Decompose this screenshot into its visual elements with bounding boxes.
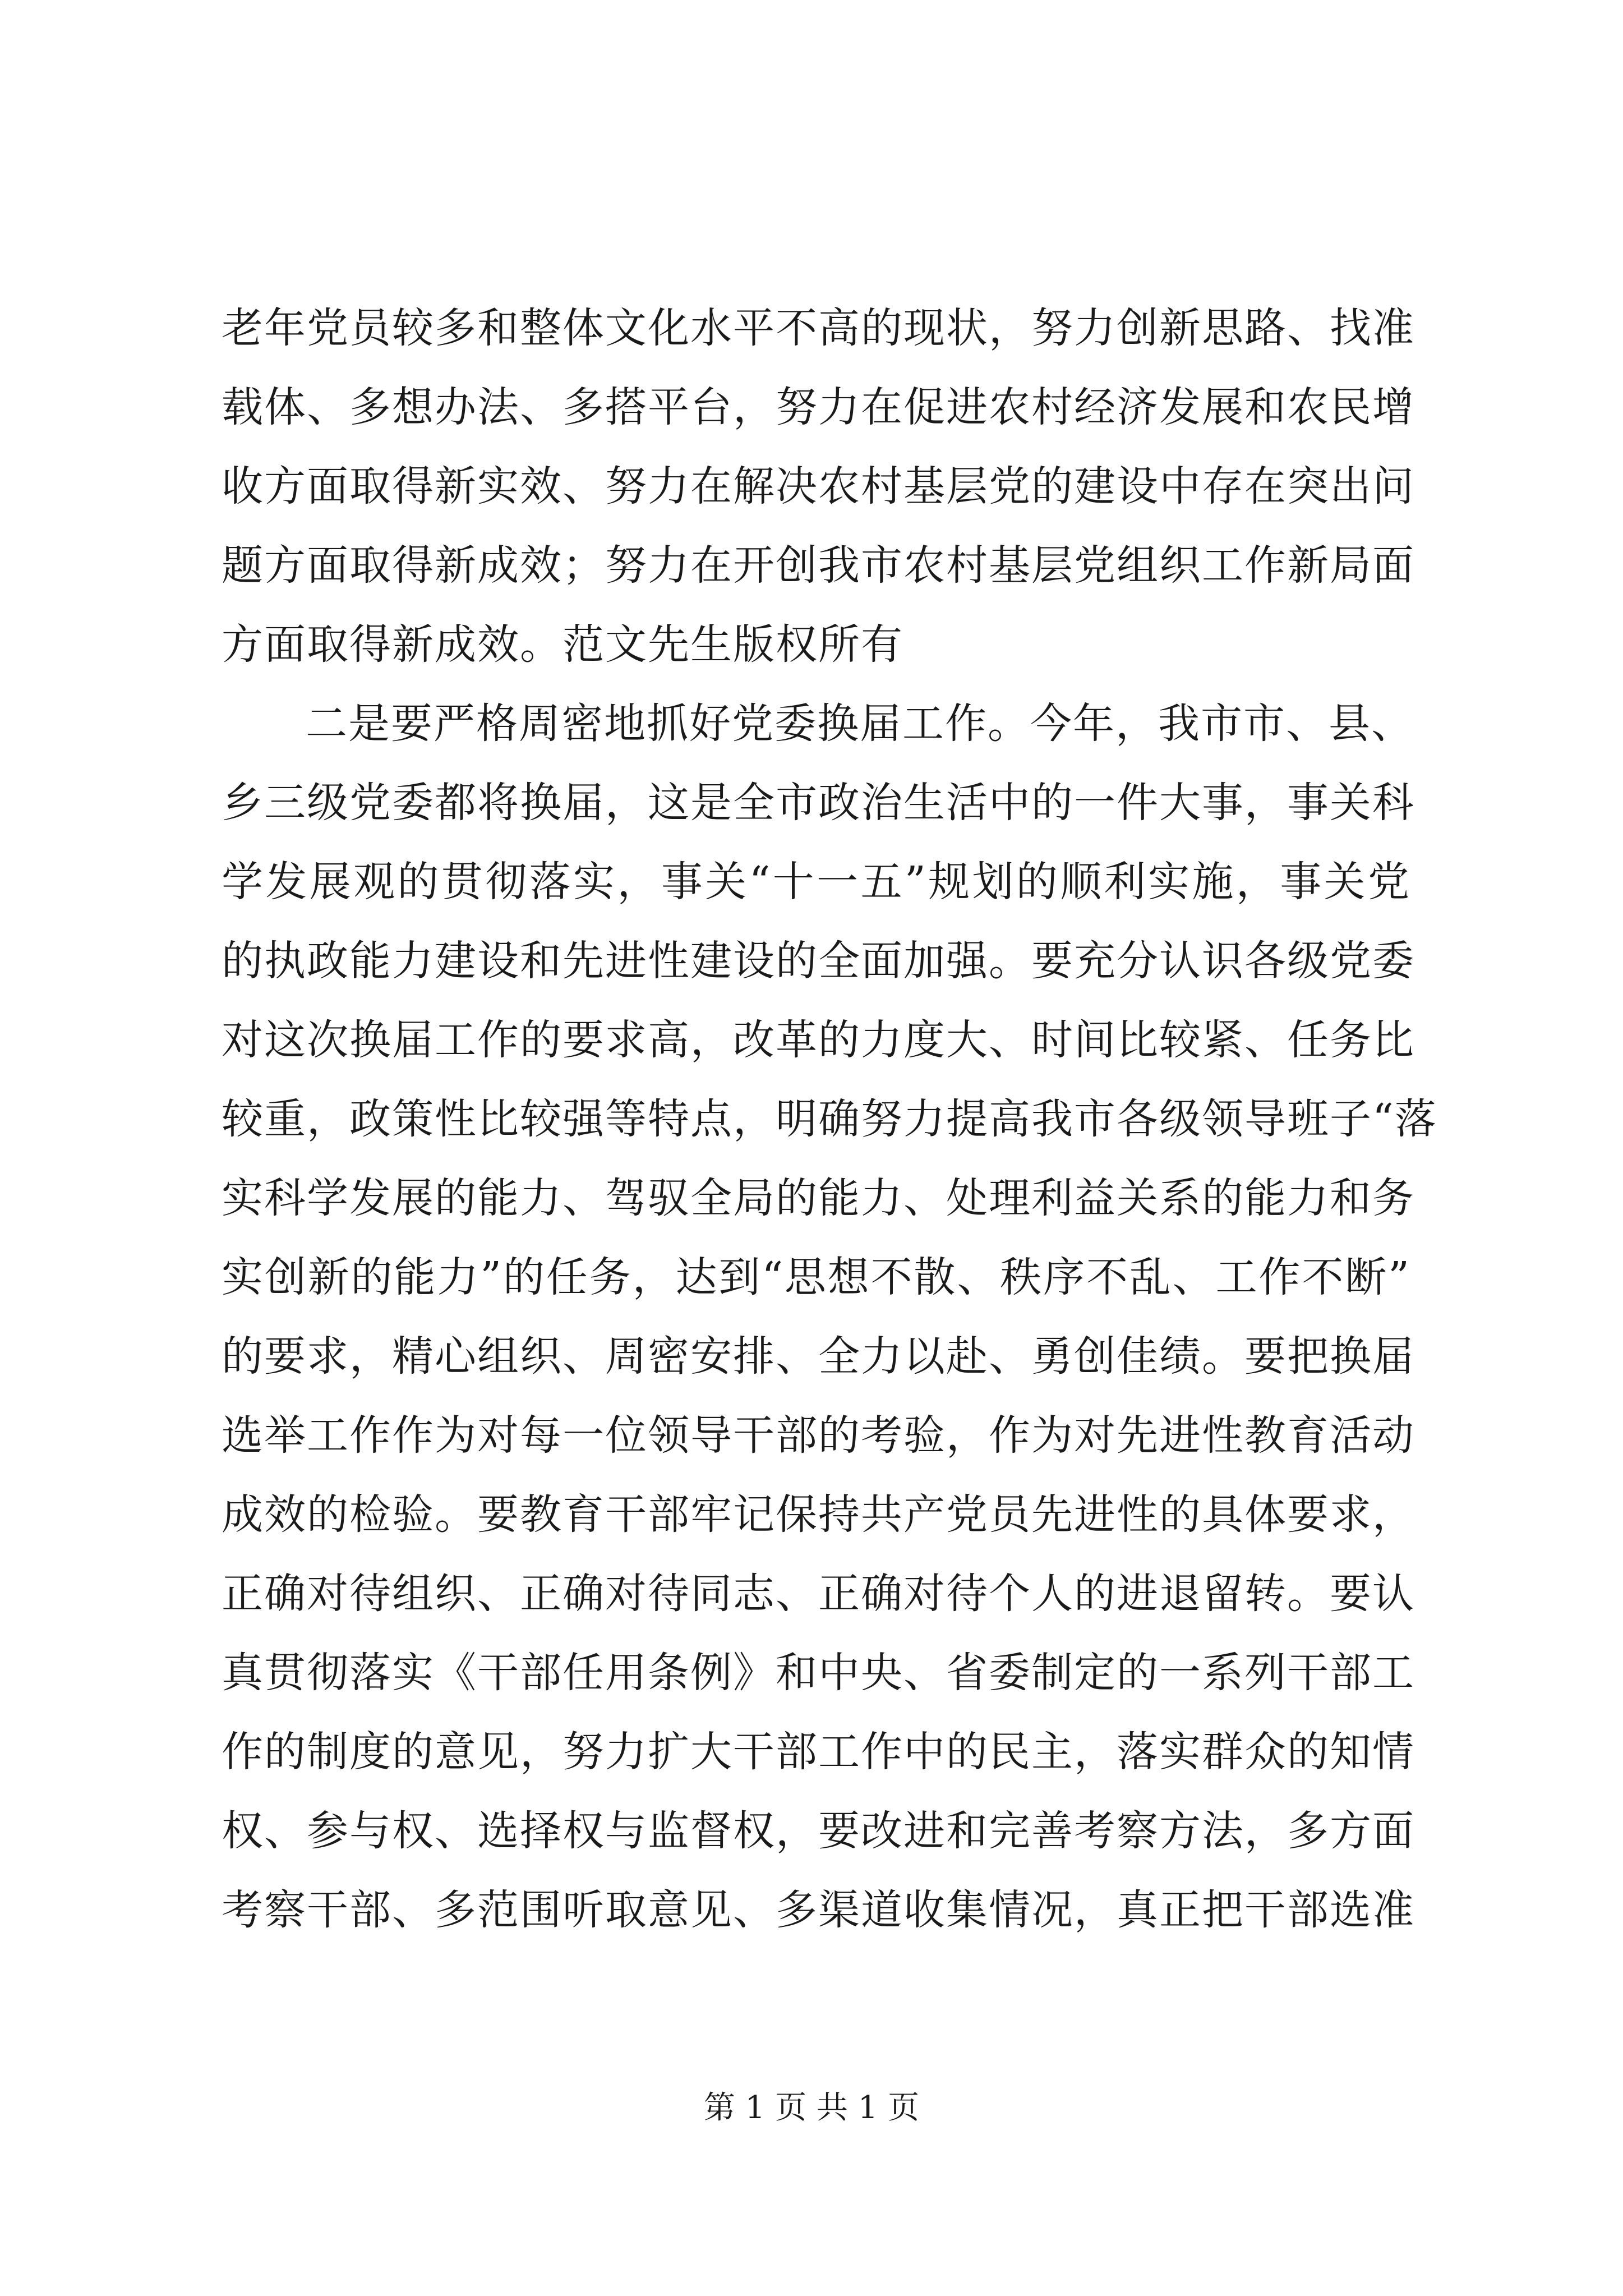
- text-line: 二是要严格周密地抓好党委换届工作。今年，我市市、县、: [306, 700, 1414, 748]
- text-line: 方面取得新成效。范文先生版权所有: [222, 620, 903, 669]
- text-line: 收方面取得新实效、努力在解决农村基层党的建设中存在突出问: [222, 462, 1415, 510]
- text-line: 老年党员较多和整体文化水平不高的现状，努力创新思路、找准: [222, 304, 1415, 352]
- text-line: 实科学发展的能力、驾驭全局的能力、处理利益关系的能力和务: [222, 1174, 1415, 1222]
- page-number-footer: 第 1 页 共 1 页: [703, 2090, 920, 2126]
- text-line: 实创新的能力”的任务，达到“思想不散、秩序不乱、工作不断”: [222, 1253, 1410, 1301]
- text-line: 真贯彻落实《干部任用条例》和中央、省委制定的一系列干部工: [222, 1649, 1415, 1697]
- text-line: 的要求，精心组织、周密安排、全力以赴、勇创佳绩。要把换届: [222, 1332, 1415, 1381]
- text-line: 作的制度的意见，努力扩大干部工作中的民主，落实群众的知情: [222, 1728, 1415, 1776]
- text-line: 选举工作作为对每一位领导干部的考验，作为对先进性教育活动: [222, 1411, 1415, 1460]
- text-line: 正确对待组织、正确对待同志、正确对待个人的进退留转。要认: [222, 1570, 1415, 1618]
- text-line: 考察干部、多范围听取意见、多渠道收集情况，真正把干部选准: [222, 1886, 1415, 1934]
- document-body: [222, 289, 1437, 1950]
- text-line: 较重，政策性比较强等特点，明确努力提高我市各级领导班子“落: [222, 1095, 1437, 1143]
- text-line: 学发展观的贯彻落实，事关“十一五”规划的顺利实施，事关党: [222, 858, 1410, 906]
- text-line: 权、参与权、选择权与监督权，要改进和完善考察方法，多方面: [222, 1807, 1415, 1855]
- text-line: 的执政能力建设和先进性建设的全面加强。要充分认识各级党委: [222, 937, 1415, 985]
- text-line: 题方面取得新成效；努力在开创我市农村基层党组织工作新局面: [222, 541, 1415, 590]
- text-line: 载体、多想办法、多搭平台，努力在促进农村经济发展和农民增: [222, 383, 1415, 431]
- text-line: 对这次换届工作的要求高，改革的力度大、时间比较紧、任务比: [222, 1016, 1415, 1064]
- text-line: 乡三级党委都将换届，这是全市政治生活中的一件大事，事关科: [222, 779, 1415, 827]
- text-line: 成效的检验。要教育干部牢记保持共产党员先进性的具体要求，: [222, 1490, 1415, 1539]
